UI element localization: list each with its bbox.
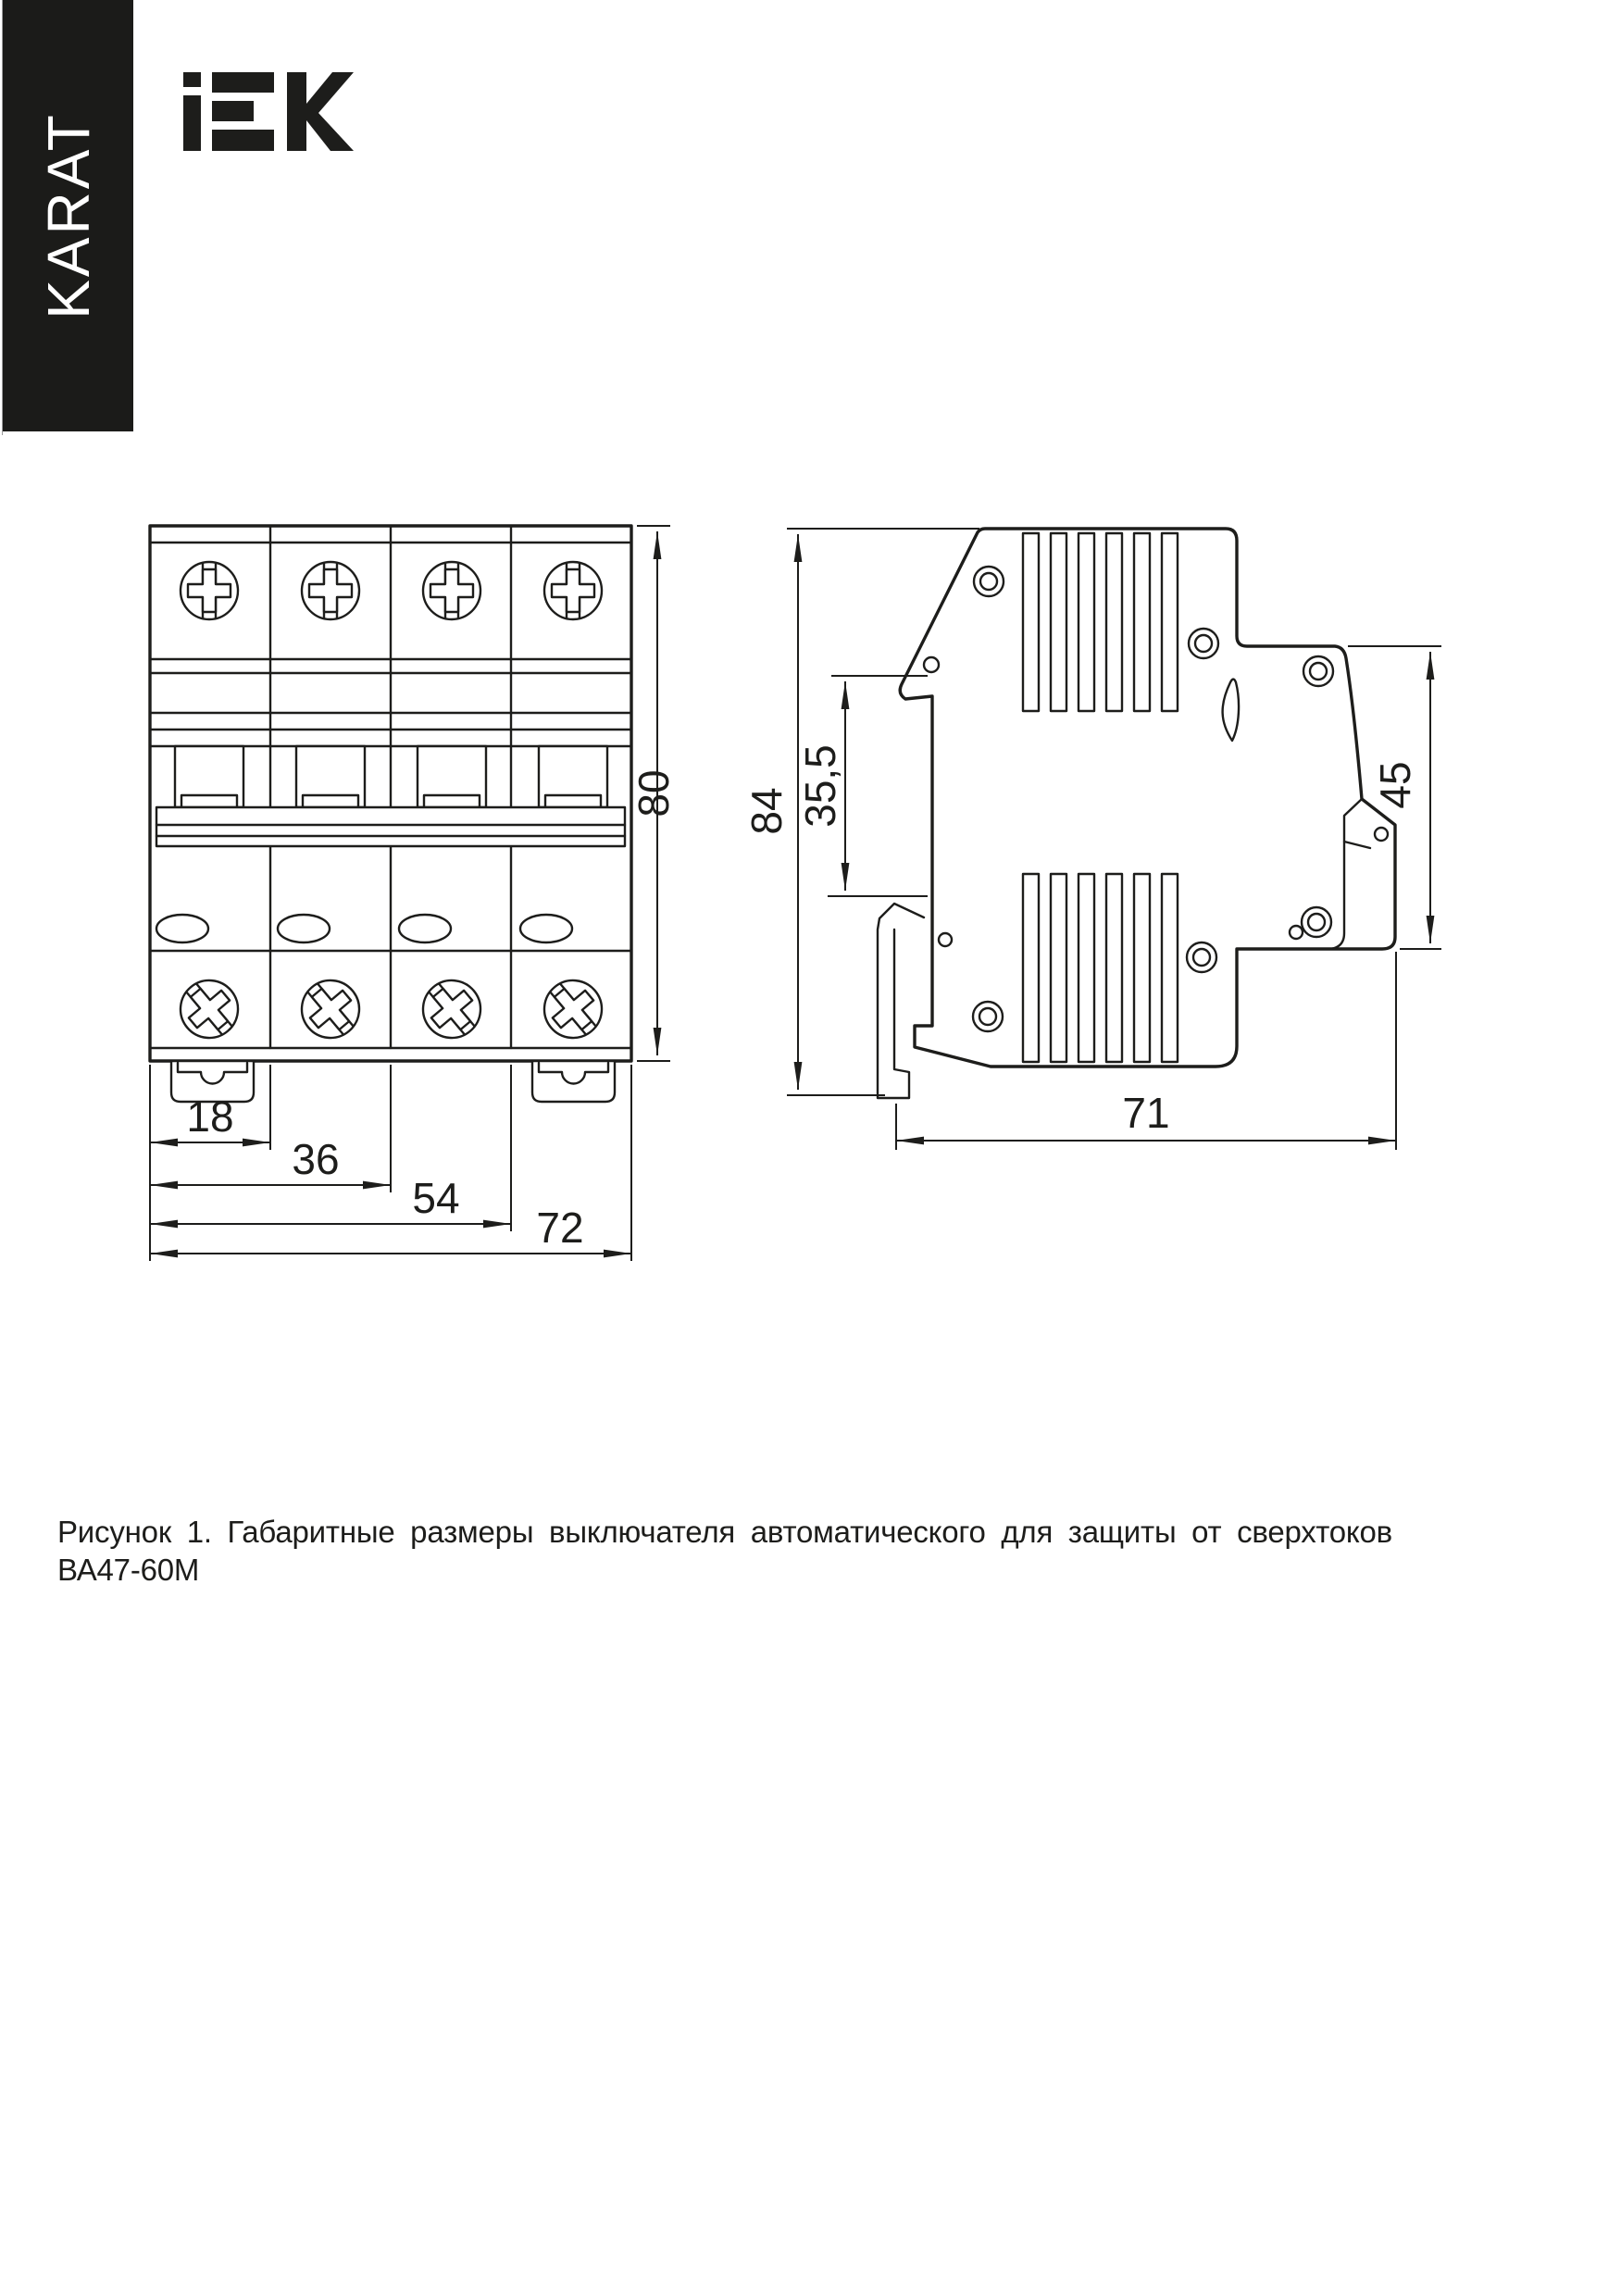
front-din-clips [171,1061,615,1102]
dim-label-84: 84 [742,787,791,835]
dim-label-36: 36 [292,1135,340,1183]
front-rail-strip [156,807,625,846]
figure-caption: Рисунок 1. Габаритные размеры выключателя автоматического для защиты от сверхтоков ВА47-60М [57,1515,1392,1588]
dim-label-45: 45 [1371,761,1419,809]
dim-label-54: 54 [412,1174,460,1222]
side-din-clip [878,904,924,1098]
dim-label-72: 72 [536,1204,584,1252]
dim-label-35-5: 35,5 [796,744,844,828]
dim-label-80: 80 [630,769,678,817]
brand-banner-text: KARAT [34,112,102,319]
front-view [150,526,678,1261]
dim-label-71: 71 [1122,1089,1170,1137]
side-view [742,529,1441,1150]
dim-label-18: 18 [186,1092,234,1141]
iek-logo [183,72,354,151]
toggle-pivot-hole [924,657,939,672]
